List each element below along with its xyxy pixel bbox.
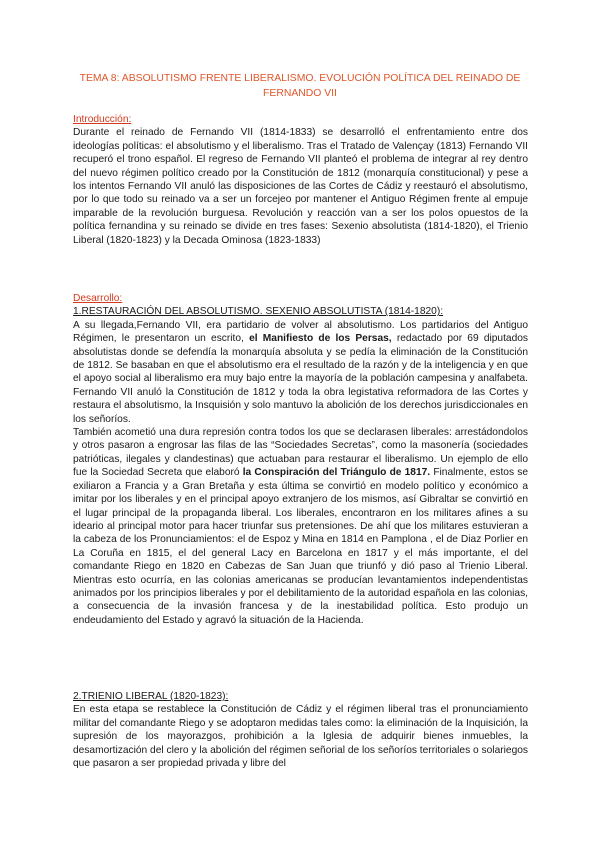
intro-heading: Introducción:	[73, 114, 132, 125]
desarrollo-section	[73, 292, 528, 627]
section1-paragraph-2	[73, 426, 528, 627]
section2-heading: 2.TRIENIO LIBERAL (1820-1823):	[73, 691, 229, 702]
section1-paragraph-1	[73, 319, 528, 426]
text-span: Finalmente, estos se exiliaron a Francia y a Gran Bretaña y esta última se convirtió en modelo político y económico a imitar por los liberales y en el principal apoyo extranjero de los mismos, así Gibraltar se convirtió en el lugar principal de la propaganda liberal. Los liberales, encontraron en los militares afines a su ideario al principal motor para hacer triunfar sus pretensiones. De ahí que los militares estuvieran a la cabeza de los Pronunciamientos: el de Espoz y Mina en 1814 en Pamplona , el de Diaz Porlier en La Coruña en 1815, el del general Lacy en Barcelona en 1817 y el más importante, el del comandante Riego en 1820 en Cabezas de San Juan que triunfó y dió paso al Trienio Liberal. Mientras esto ocurría, en las colonias americanas se producían levantamientos independentistas animados por los principios liberales y por el debilitamiento de la autoridad española en las colonias, a consecuencia de la invasión francesa y de la inestabilidad política. Esto produjo un endeudamiento del Estado y agravó la situación de la Hacienda.	[73, 467, 529, 626]
section2-paragraph: En esta etapa se restablece la Constitución de Cádiz y el régimen liberal tras el pronunciamiento militar del comandante Riego y se adoptaron medidas tales como: la eliminación de la Inquisición, la supresión de los mayorazgos, prohibición a la Iglesia de adquirir bienes inmuebles, la desamortización del clero y la abolición del régimen señorial de los señoríos territoriales o solariegos que pasaron a ser propiedad privada y libre del	[73, 704, 528, 770]
bold-text-manifiesto: el Manifiesto de los Persas,	[249, 333, 392, 345]
text-span: redactado por 69 diputados absolutistas donde se defendía la monarquía absoluta y se pedía la eliminación de la Constitución de 1812. Se basaban en que el absolutismo era el resultado de la razón y de la inteligencia y en que el apoyo social al liberalismo era muy bajo entre la mayoría de la población campesina y analfabeta. Fernando VII anuló la Constitución de 1812 y toda la obra legistativa reformadora de las Cortes y restaura el absolutismo, la Insquisión y solo mantuvo la abolición de los derechos jurisdiccionales en los señoríos.	[73, 333, 529, 425]
trienio-section	[73, 690, 528, 770]
intro-section	[73, 113, 528, 247]
section1-heading: 1.RESTAURACIÓN DEL ABSOLUTISMO. SEXENIO ABSOLUTISTA (1814-1820):	[73, 306, 444, 318]
document-title: TEMA 8: ABSOLUTISMO FRENTE LIBERALISMO. EVOLUCIÓN POLÍTICA DEL REINADO DE FERNANDO VII	[79, 73, 521, 99]
text-span: A su llegada,Fernando VII, era partidario de volver al absolutismo. Los partidarios del Antiguo Régimen, le presentaron un escrito,	[73, 319, 528, 345]
text-span: También acometió una dura represión contra todos los que se declarasen liberales: arrestádondolos y otros pasaron a engrosar las filas de las “Sociedades Secretas”, como la masonería (sociedades patrióticas, ilegales y clandestinas) que actuaban para restaurar el liberalismo. Un ejemplo de ello fue la Sociedad Secreta que elaboró	[73, 427, 528, 479]
desarrollo-heading: Desarrollo:	[73, 293, 123, 304]
bold-text-conspiracion: la Conspiración del Triángulo de 1817.	[242, 467, 431, 479]
intro-paragraph: Durante el reinado de Fernando VII (1814-1833) se desarrolló el enfrentamiento entre dos ideologías políticas: el absolutismo y el liberalismo. Tras el Tratado de Valençay (1813) Fernando VII recuperó el trono español. El regreso de Fernando VII planteó el problema de integrar al rey dentro del nuevo régimen político creado por la Constitución de 1812 (monarquía constitucional) y pese a los intentos Fernando VII anuló las disposiciones de las Cortes de Cádiz y reestauró el absolutismo, por lo que todo su reinado va a ser un forcejeo por mantener el Antiguo Régimen frente al empuje imparable de la revolución burguesa. Revolución y reacción van a ser los polos opuestos de la política fernandina y su reinado se divide en tres fases: Sexenio absolutista (1814-1820), el Trienio Liberal (1820-1823) y la Decada Ominosa (1823-1833)	[73, 127, 528, 246]
